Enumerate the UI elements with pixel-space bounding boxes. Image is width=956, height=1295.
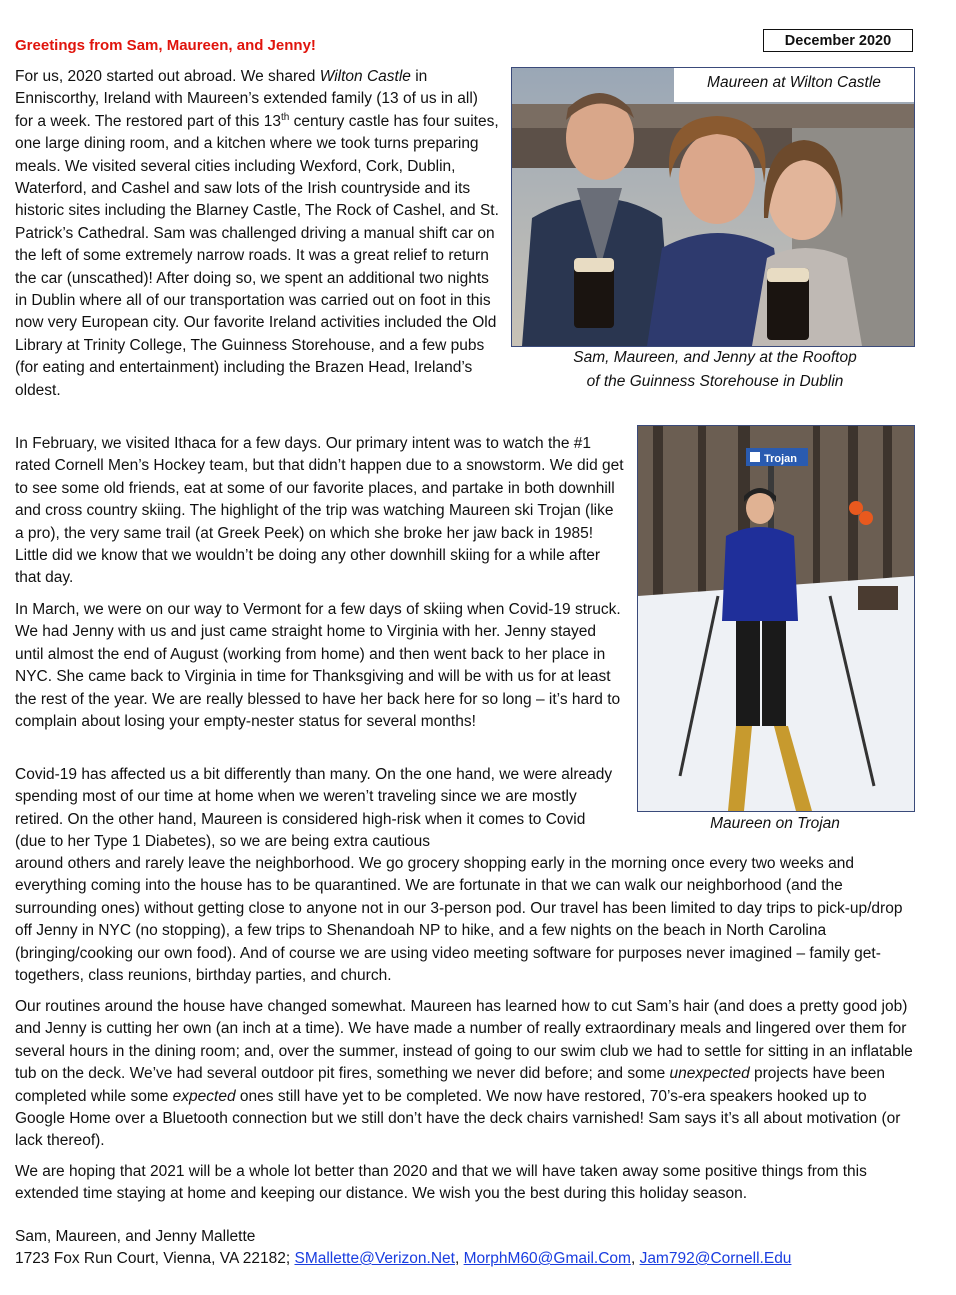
- rooftop-photo-illustration: [512, 68, 914, 346]
- paragraph-holiday-wishes: We are hoping that 2021 will be a whole lot better than 2020 and that we will have taken away some positive things from this extended time staying at home and keeping our distance. We wish you the best during this holiday season.: [15, 1163, 867, 1203]
- para1-text-d: century castle has four suites, one large dining room, and a kitchen where we took turns preparing meals. We visited several cities including Wexford, Cork, Dublin, Waterford, and Cashel and saw lots of the Irish countryside and its historic sites including the Blarney Castle, The Rock of Cashel, and St. Patrick’s Cathedral. Sam was challenged driving a manual shift car on the left of some extremely narrow roads. It was a great relief to return the car (unscathed)! After doing so, we spent an additional two nights in Dublin where all of our transportation was carried out on foot in this now very European city. Our favorite Ireland activities included the Old Library at Trinity College, The Guinness Storehouse, and a few pubs (for eating and entertainment) including the Brazen Head, Ireland’s oldest.: [15, 112, 499, 399]
- greeting-heading: Greetings from Sam, Maureen, and Jenny!: [15, 37, 316, 54]
- trojan-sign-text: Trojan: [764, 453, 798, 465]
- email-separator: ,: [630, 1250, 640, 1267]
- date-box: December 2020: [763, 29, 913, 52]
- email-link-jenny[interactable]: Jam792@Cornell.Edu: [639, 1250, 792, 1267]
- trojan-caption: Maureen on Trojan: [710, 815, 840, 832]
- email-link-maureen[interactable]: MorphM60@Gmail.Com: [463, 1250, 631, 1267]
- email-link-sam[interactable]: SMallette@Verizon.Net: [294, 1250, 455, 1267]
- signature-contact: [15, 1248, 791, 1270]
- guinness-rooftop-photo: [511, 67, 915, 347]
- trojan-ski-photo: [637, 425, 915, 812]
- wilton-castle-italic: Wilton Castle: [319, 68, 411, 85]
- castle-photo-label: Maureen at Wilton Castle: [674, 68, 914, 102]
- trojan-photo-illustration: [638, 426, 914, 811]
- paragraph-ireland-trip: [15, 66, 500, 402]
- signature-names: Sam, Maureen, and Jenny Mallette: [15, 1228, 256, 1245]
- para1-text-a: For us, 2020 started out abroad. We shared: [15, 68, 320, 85]
- signature-address: 1723 Fox Run Court, Vienna, VA 22182;: [15, 1250, 295, 1267]
- ordinal-superscript: th: [280, 111, 290, 123]
- paragraph-house-routines: [15, 996, 920, 1153]
- paragraph-covid-march: In March, we were on our way to Vermont for a few days of skiing when Covid-19 struck. We had Jenny with us and just came straight home to Virginia with her. Jenny stayed until almost the end of August (working from home) and then went back to her place in NYC. She came back to Virginia in time for Thanksgiving and will be with us for at least the rest of the year. We are really blessed to have her back here for so long – it’s hard to complain about losing your empty-nester status for several months!: [15, 601, 621, 731]
- paragraph-ithaca-trip: In February, we visited Ithaca for a few days. Our primary intent was to watch the #1 rated Cornell Men’s Hockey team, but that didn’t happen due to a snowstorm. We did get to see some old friends, eat at some of our favorite places, and partake in both downhill and cross country skiing. The highlight of the trip was watching Maureen ski Trojan (like a pro), the very same trail (at Greek Peek) on which she broke her jaw back in 1985! Little did we know that we wouldn’t be doing any other downhill skiing for a while after that day.: [15, 435, 624, 587]
- paragraph-covid-effects-b: around others and rarely leave the neighborhood. We go grocery shopping early in the morning once every two weeks and everything coming into the house has to be quarantined. We are fortunate in that we can walk our neighborhood (and the surrounding ones) without getting close to anyone not in our 3-person pod. Our travel has been limited to day trips to pick-up/drop off Jenny in NYC (no stopping), a few trips to Shenandoah NP to hike, and a few nights on the beach in North Carolina (bringing/cooking our own food). And of course we are using video meeting software for purposes never imagined – family get-togethers, class reunions, birthday parties, and church.: [15, 855, 903, 985]
- expected-italic: expected: [172, 1087, 236, 1105]
- para1-text-c: in Enniscorthy, Ireland with Maureen’s extended family (13 of us in all) for a week. The restored part of this 13: [15, 68, 478, 130]
- unexpected-italic: unexpected: [669, 1065, 750, 1083]
- paragraph-covid-effects-a: Covid-19 has affected us a bit differently than many. On the one hand, we were already spending most of our time at home when we weren’t traveling since we are mostly retired. On the other hand, Maureen is considered high-risk when it comes to Covid (due to her Type 1 Diabetes), so we are being extra cautious: [15, 766, 613, 851]
- email-separator: ,: [454, 1250, 464, 1267]
- rooftop-caption-line-1: Sam, Maureen, and Jenny at the Rooftop: [573, 349, 857, 366]
- para5-text-c: projects have been completed while some: [15, 1065, 885, 1105]
- rooftop-caption-line-2: of the Guinness Storehouse in Dublin: [586, 373, 844, 390]
- para5-text-e: ones still have yet to be completed. We now have restored, 70’s-era speakers hooked up to Google Home over a Bluetooth connection but we still don’t have the deck chairs varnished! Sam says it’s all about motivation (or lack thereof).: [15, 1087, 901, 1150]
- para5-text-a: Our routines around the house have changed somewhat. Maureen has learned how to cut Sam’s hair (and does a pretty good job) and Jenny is cutting her own (an inch at a time). We have made a number of really extraordinary meals and lingered over them for several hours in the dining room; and, over the summer, instead of going to our swim club we had to settle for sitting in an inflatable tub on the deck. We’ve had several outdoor pit fires, something we never did before; and some: [15, 998, 913, 1083]
